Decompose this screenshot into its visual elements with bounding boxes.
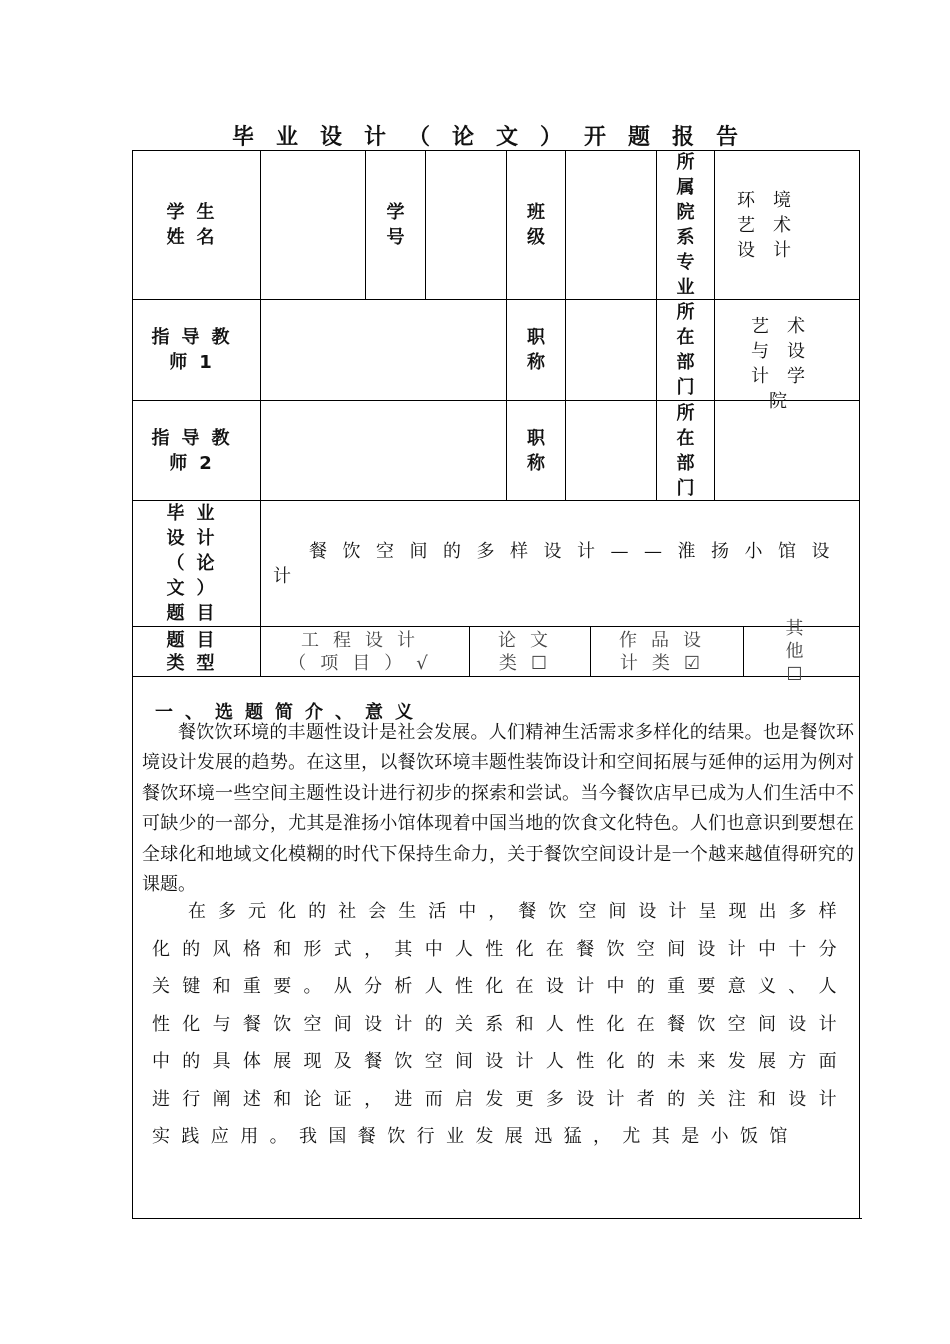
advisor1-title-label-cell bbox=[507, 300, 565, 400]
type-option-engineering-label: 工程设计（项目）√ bbox=[288, 629, 442, 674]
advisor2-title-label: 职称 bbox=[527, 427, 545, 474]
advisor1-title-label: 职称 bbox=[527, 327, 545, 373]
class-label-cell bbox=[507, 151, 565, 299]
topic-value: 餐饮空间的多样设计——淮扬小馆设计 bbox=[273, 540, 845, 587]
advisor2-label-cell bbox=[133, 401, 260, 500]
advisor1-label-cell bbox=[133, 300, 260, 400]
advisor2-title-field[interactable] bbox=[566, 401, 656, 500]
advisor1-dept-label: 所在部门 bbox=[676, 302, 695, 398]
department-label: 所属院系专业 bbox=[676, 152, 695, 298]
type-option-other-label: 其他☐ bbox=[785, 618, 818, 685]
advisor1-title-field[interactable] bbox=[566, 300, 656, 400]
class-label: 班级 bbox=[527, 202, 545, 248]
type-option-thesis[interactable] bbox=[470, 627, 590, 676]
section-paragraph: 餐饮饮环境的丰题性设计是社会发展。人们精神生活需求多样化的结果。也是餐饮环境设计发展的趋势。在这里，以餐饮环境丰题性装饰设计和空间拓展与延伸的运用为例对餐饮环境一些空间主题性设计进行初步的探索和尝试。当今餐饮店早已成为人们生活中不可缺少的一部分，尤其是淮扬小馆体现着中国当地的饮食文化特色。人们也意识到要想在全球化和地域文化模糊的时代下保持生命力，关于餐饮空间设计是一个越来越值得研究的课题。 bbox=[142, 722, 854, 896]
type-label-cell bbox=[133, 627, 260, 676]
advisor2-dept-label-cell bbox=[657, 401, 714, 500]
class-field[interactable] bbox=[566, 151, 656, 299]
page-title: 毕业设计（论文）开题报告 bbox=[231, 125, 760, 150]
student-id-field[interactable] bbox=[426, 151, 506, 299]
department-label-cell bbox=[657, 151, 714, 299]
type-option-engineering[interactable] bbox=[261, 627, 469, 676]
section-paragraph: 在多元化的社会生活中，餐饮空间设计呈现出多样化的风格和形式，其中人性化在餐饮空间设计中十分关键和重要。从分析人性化在设计中的重要意义、人性化与餐饮空间设计的关系和人性化在餐饮空间设计中的具体展现及餐饮空间设计人性化的未来发展方面进行阐述和论证，进而启发更多设计者的关注和设计实践应用。我国餐饮行业发展迅猛，尤其是小饭馆 bbox=[152, 901, 848, 1147]
student-id-label-cell bbox=[366, 151, 425, 299]
type-option-other[interactable] bbox=[744, 618, 859, 685]
topic-value-cell bbox=[261, 501, 859, 626]
student-name-label: 学生姓名 bbox=[166, 202, 227, 248]
advisor1-dept-value-cell bbox=[715, 300, 859, 412]
advisor2-dept-label: 所在部门 bbox=[676, 402, 695, 499]
advisor2-label: 指导教师2 bbox=[151, 427, 242, 474]
type-label: 题目类型 bbox=[166, 629, 227, 674]
department-value: 环境艺术设计 bbox=[737, 189, 809, 261]
advisor1-dept-label-cell bbox=[657, 300, 714, 400]
table-border-right bbox=[859, 150, 860, 1219]
advisor2-title-label-cell bbox=[507, 401, 565, 500]
table-rule bbox=[132, 676, 860, 677]
type-option-work-label: 作品设计类☑ bbox=[619, 629, 715, 674]
topic-label-cell bbox=[133, 501, 260, 626]
student-id-label: 学号 bbox=[386, 202, 405, 248]
advisor1-field[interactable] bbox=[261, 300, 506, 400]
student-name-label-cell bbox=[133, 151, 260, 299]
advisor1-label: 指导教师1 bbox=[151, 327, 242, 373]
type-option-thesis-label: 论文类☐ bbox=[498, 629, 562, 674]
topic-label: 毕业设计（论文）题目 bbox=[166, 503, 227, 624]
advisor2-dept-field[interactable] bbox=[715, 401, 859, 500]
student-name-field[interactable] bbox=[261, 151, 365, 299]
advisor2-field[interactable] bbox=[261, 401, 506, 500]
type-option-work[interactable] bbox=[591, 627, 743, 676]
section-heading: 一、选题简介、意义 bbox=[155, 702, 425, 723]
advisor1-dept-value: 艺术与设计学院 bbox=[751, 316, 823, 412]
department-value-cell bbox=[715, 151, 859, 299]
table-border-bottom bbox=[132, 1218, 862, 1219]
